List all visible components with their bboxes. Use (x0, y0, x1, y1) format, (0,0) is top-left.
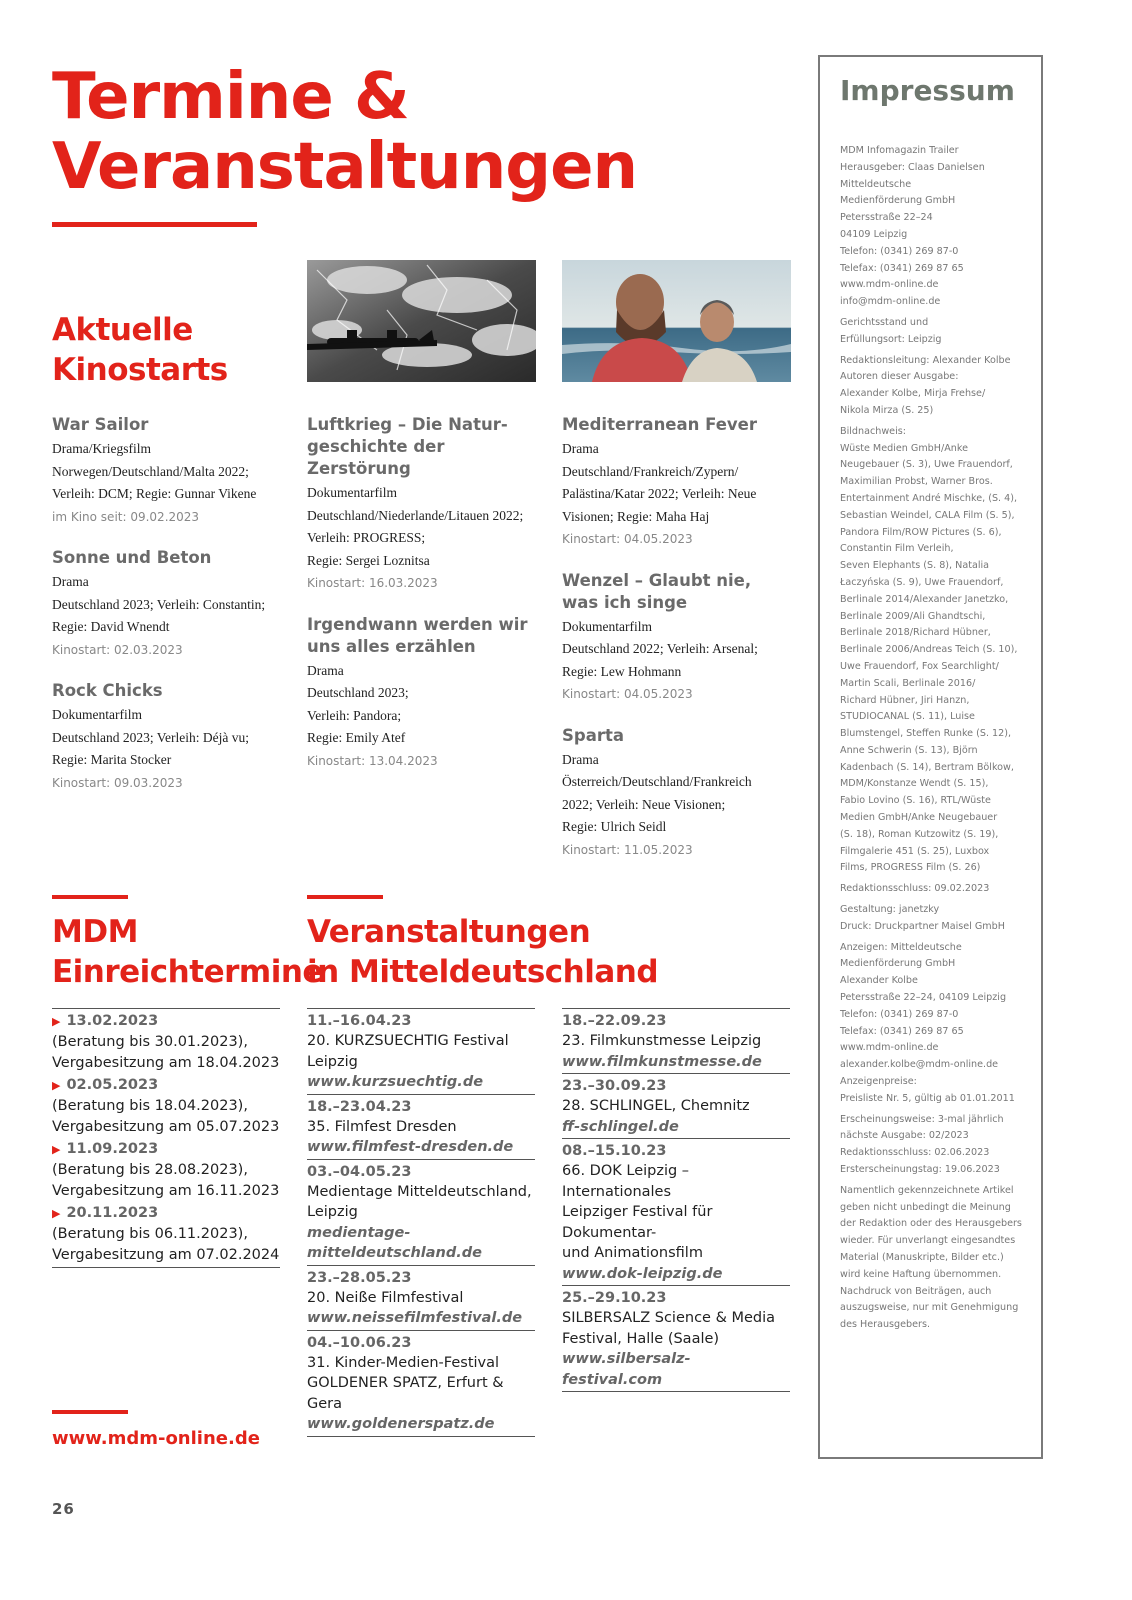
impressum-line: Constantin Film Verleih, (840, 543, 954, 555)
impressum-line: Preisliste Nr. 5, gültig ab 01.01.2011 (840, 1092, 1015, 1104)
impressum-line: Redaktionsschluss: 02.06.2023 (840, 1147, 990, 1159)
impressum-line: Wüste Medien GmbH/Anke (840, 442, 968, 454)
impressum-line: Richard Hübner, Jiri Hanzn, (840, 694, 970, 706)
page-title-line: Termine & (52, 60, 409, 134)
event-name: 28. SCHLINGEL, Chemnitz (562, 1098, 750, 1114)
event-name: Leipziger Festival für Dokumentar- (562, 1204, 713, 1241)
event-link[interactable]: www.neissefilmfestival.de (307, 1310, 523, 1326)
film-genre: Drama/Kriegsfilm (52, 441, 151, 456)
heading-line: Kinostarts (52, 352, 228, 388)
film-info: Verleih: DCM; Regie: Gunnar Vikene (52, 486, 257, 501)
list-item (562, 1286, 790, 1392)
list-item (562, 1074, 790, 1139)
impressum-line: Nikola Mirza (S. 25) (840, 404, 934, 416)
film-start: Kinostart: 02.03.2023 (52, 642, 183, 657)
heading-line: Veranstaltungen (307, 914, 591, 950)
film-info: Verleih: PROGRESS; (307, 530, 426, 545)
deadline-date: 02.05.2023 (66, 1077, 159, 1093)
impressum-line: Filmgalerie 451 (S. 25), Luxbox (840, 845, 990, 857)
film-start: Kinostart: 16.03.2023 (307, 576, 438, 590)
impressum-line: Films, PROGRESS Film (S. 26) (840, 862, 981, 874)
film-info: Regie: Marita Stocker (52, 752, 172, 767)
film-info: Palästina/Katar 2022; Verleih: Neue (562, 486, 757, 501)
heading-line: Einreichtermine (52, 954, 323, 990)
list-item (562, 1009, 790, 1074)
impressum-line: 04109 Leipzig (840, 228, 908, 240)
impressum-line: Ersterscheinungstag: 19.06.2023 (840, 1164, 1000, 1176)
film-genre: Dokumentarfilm (562, 618, 652, 634)
film-genre: Dokumentarfilm (52, 707, 142, 722)
impressum-line: Petersstraße 22–24, 04109 Leipzig (840, 992, 1007, 1004)
section-heading-events (307, 912, 658, 992)
mdm-deadline-list (52, 1008, 280, 1268)
film-title: Wenzel – Glaubt nie, was ich singe (562, 570, 752, 612)
film-genre: Drama (52, 574, 89, 589)
film-title: Irgendwann werden wir uns alles erzählen (307, 614, 528, 656)
film-info: Regie: David Wnendt (52, 619, 170, 634)
impressum-line: Telefax: (0341) 269 87 65 (840, 262, 964, 274)
deadline-text: (Beratung bis 06.11.2023), (52, 1226, 248, 1242)
deadline-text: (Beratung bis 28.08.2023), (52, 1162, 248, 1178)
impressum-line: Alexander Kolbe, Mirja Frehse/ (840, 388, 986, 400)
film-info: Norwegen/Deutschland/Malta 2022; (52, 463, 249, 479)
film-entry (562, 570, 802, 706)
list-item (52, 1137, 280, 1201)
impressum-line: Berlinale 2014/Alexander Janetzko, (840, 593, 1009, 605)
impressum-block (840, 424, 1023, 878)
impressum-line: (S. 18), Roman Kutzowitz (S. 19), (840, 828, 999, 840)
film-info: Regie: Emily Atef (307, 730, 406, 745)
impressum-line: Telefax: (0341) 269 87 65 (840, 1025, 964, 1037)
event-name: und Animationsfilm (562, 1245, 703, 1261)
film-info: Deutschland 2023; Verleih: Déjà vu; (52, 729, 249, 745)
film-title: Rock Chicks (52, 681, 163, 700)
impressum-line: Erfüllungsort: Leipzig (840, 333, 942, 345)
impressum-line: Medienförderung GmbH (840, 958, 956, 970)
impressum-title: Impressum (840, 74, 1015, 107)
event-date: 03.–04.05.23 (307, 1163, 412, 1180)
impressum-line: Fabio Lovino (S. 16), RTL/Wüste (840, 795, 991, 807)
film-genre: Drama (562, 751, 599, 767)
impressum-line: Anne Schwerin (S. 13), Björn (840, 744, 978, 756)
film-column-2 (307, 414, 547, 791)
deadline-text: Vergabesitzung am 16.11.2023 (52, 1182, 280, 1199)
deadline-date: 13.02.2023 (66, 1013, 159, 1029)
event-name: 20. KURZSUECHTIG Festival (307, 1033, 509, 1049)
section-rule (52, 895, 128, 899)
impressum-line: Gestaltung: janetzky (840, 904, 940, 916)
page-title-line: Veranstaltungen (52, 130, 638, 204)
film-still-mediterranean (562, 260, 791, 382)
film-info: Deutschland 2022; Verleih: Arsenal; (562, 641, 758, 656)
section-rule (307, 895, 383, 899)
event-link[interactable]: www.filmkunstmesse.de (562, 1053, 762, 1070)
impressum-line: MDM/Konstanze Wendt (S. 15), (840, 778, 989, 790)
event-link[interactable]: www.goldenerspatz.de (307, 1416, 495, 1432)
event-name: 23. Filmkunstmesse Leipzig (562, 1033, 762, 1049)
impressum-line: alexander.kolbe@mdm-online.de (840, 1059, 999, 1071)
deadline-text: Vergabesitzung am 07.02.2024 (52, 1246, 280, 1263)
impressum-line: Berlinale 2018/Richard Hübner, (840, 627, 991, 639)
list-item (52, 1201, 280, 1268)
impressum-line: Kadenbach (S. 14), Bertram Bölkow, (840, 761, 1014, 773)
impressum-line: Berlinale 2009/Ali Ghandtschi, (840, 610, 986, 622)
film-column-1 (52, 414, 292, 813)
impressum-line: des Herausgebers. (840, 1319, 931, 1331)
impressum-box (818, 55, 1043, 1459)
film-genre: Drama (562, 441, 599, 456)
impressum-line: Seven Elephants (S. 8), Natalia (840, 560, 990, 572)
impressum-line: Bildnachweis: (840, 425, 906, 437)
impressum-line: Alexander Kolbe (840, 975, 918, 987)
film-genre: Drama (307, 662, 344, 678)
impressum-line: Gerichtsstand und (840, 316, 929, 328)
film-info: Österreich/Deutschland/Frankreich (562, 774, 752, 789)
impressum-line: Petersstraße 22–24 (840, 212, 933, 224)
footer-website-link[interactable]: www.mdm-online.de (52, 1428, 260, 1449)
arrow-right-icon: ▶ (52, 1207, 61, 1220)
section-heading-kinostarts (52, 310, 228, 390)
event-link[interactable]: www.filmfest-dresden.de (307, 1139, 514, 1155)
film-still-luftkrieg (307, 260, 536, 382)
deadline-date: 11.09.2023 (66, 1141, 159, 1157)
impressum-line: Pandora Film/ROW Pictures (S. 6), (840, 526, 1002, 538)
page-number: 26 (52, 1500, 75, 1518)
event-date: 25.–29.10.23 (562, 1290, 667, 1306)
impressum-line: Medien GmbH/Anke Neugebauer (840, 812, 998, 824)
film-info: Regie: Ulrich Seidl (562, 819, 667, 834)
event-date: 18.–23.04.23 (307, 1098, 412, 1115)
film-start: Kinostart: 11.05.2023 (562, 842, 693, 857)
impressum-line: Material (Manuskripte, Bilder etc.) (840, 1252, 1004, 1263)
heading-line: in Mitteldeutschland (307, 954, 659, 990)
film-start: Kinostart: 13.04.2023 (307, 753, 438, 768)
film-title: War Sailor (52, 415, 149, 434)
impressum-line: Sebastian Weindel, CALA Film (S. 5), (840, 509, 1015, 521)
event-date: 11.–16.04.23 (307, 1013, 412, 1029)
film-info: Regie: Lew Hohmann (562, 663, 682, 679)
film-info: Deutschland 2023; Verleih: Constantin; (52, 596, 266, 612)
impressum-line: Uwe Frauendorf, Fox Searchlight/ (840, 660, 999, 672)
film-entry (307, 414, 547, 595)
film-entry (562, 725, 802, 862)
list-item (307, 1331, 535, 1437)
impressum-line: Blumstengel, Steffen Runke (S. 12), (840, 728, 1012, 740)
impressum-block (840, 353, 1023, 420)
event-name: 66. DOK Leipzig – Internationales (562, 1163, 690, 1200)
film-info: Deutschland/Frankreich/Zypern/ (562, 463, 739, 479)
event-date: 23.–30.09.23 (562, 1078, 667, 1094)
event-list-1 (307, 1008, 535, 1437)
event-name: Leipzig (307, 1204, 358, 1220)
event-link[interactable]: medientage-mitteldeutschland.de (307, 1224, 482, 1261)
impressum-block (840, 143, 1023, 311)
impressum-line: Namentlich gekennzeichnete Artikel (840, 1184, 1014, 1196)
film-info: Deutschland/Niederlande/Litauen 2022; (307, 507, 524, 523)
film-entry (562, 414, 802, 551)
arrow-right-icon: ▶ (52, 1079, 61, 1092)
event-link[interactable]: www.kurzsuechtig.de (307, 1074, 484, 1090)
list-item (307, 1009, 535, 1095)
film-genre: Dokumentarfilm (307, 485, 397, 500)
film-entry (52, 547, 292, 661)
impressum-line: Maximilian Probst, Warner Bros. (840, 476, 993, 488)
film-column-3 (562, 414, 802, 880)
event-name: Medientage Mitteldeutschland, (307, 1183, 532, 1200)
impressum-line: Łaczyńska (S. 9), Uwe Frauendorf, (840, 576, 1004, 588)
event-date: 08.–15.10.23 (562, 1143, 667, 1159)
impressum-block (840, 315, 1023, 349)
event-link[interactable]: www.silbersalz-festival.com (562, 1351, 691, 1388)
impressum-block (840, 1112, 1023, 1179)
film-entry (307, 614, 547, 773)
event-name: SILBERSALZ Science & Media (562, 1310, 776, 1326)
event-link[interactable]: www.dok-leipzig.de (562, 1265, 723, 1282)
impressum-line: www.mdm-online.de (840, 279, 939, 291)
impressum-block (840, 902, 1023, 936)
impressum-line: der Redaktion oder des Herausgebers (840, 1218, 1022, 1230)
impressum-line: Mitteldeutsche (840, 178, 912, 190)
impressum-line: Nachdruck von Beiträgen, auch (840, 1285, 992, 1297)
title-rule (52, 222, 257, 227)
impressum-line: Redaktionsleitung: Alexander Kolbe (840, 354, 1011, 366)
deadline-text: (Beratung bis 18.04.2023), (52, 1098, 248, 1114)
impressum-line: Druck: Druckpartner Maisel GmbH (840, 920, 1005, 932)
event-link[interactable]: ff-schlingel.de (562, 1118, 679, 1135)
deadline-text: (Beratung bis 30.01.2023), (52, 1034, 248, 1050)
impressum-line: MDM Infomagazin Trailer (840, 145, 959, 156)
impressum-line: Anzeigenpreise: (840, 1076, 917, 1088)
list-item (52, 1009, 280, 1073)
impressum-content (840, 143, 1023, 1334)
film-info: Visionen; Regie: Maha Haj (562, 508, 710, 524)
film-title: Sparta (562, 725, 624, 745)
list-item (307, 1095, 535, 1160)
deadline-text: Vergabesitzung am 05.07.2023 (52, 1118, 280, 1135)
impressum-line: nächste Ausgabe: 02/2023 (840, 1130, 969, 1142)
list-item (307, 1266, 535, 1331)
film-start: Kinostart: 04.05.2023 (562, 532, 693, 546)
deadline-date: 20.11.2023 (66, 1205, 159, 1221)
event-name: Festival, Halle (Saale) (562, 1330, 720, 1347)
list-item (562, 1139, 790, 1286)
impressum-line: wieder. Für unverlangt eingesandtes (840, 1235, 1016, 1247)
impressum-line: Berlinale 2006/Andreas Teich (S. 10), (840, 644, 1018, 656)
footer-rule (52, 1410, 128, 1414)
impressum-line: Entertainment André Mischke, (S. 4), (840, 492, 1018, 504)
event-name: GOLDENER SPATZ, Erfurt & Gera (307, 1375, 504, 1412)
impressum-block (840, 940, 1023, 1108)
section-heading-mdm (52, 912, 323, 992)
event-date: 04.–10.06.23 (307, 1334, 412, 1351)
page-title (52, 62, 637, 202)
impressum-line: info@mdm-online.de (840, 296, 941, 308)
impressum-line: geben nicht unbedingt die Meinung (840, 1201, 1011, 1213)
film-info: Deutschland 2023; (307, 685, 409, 700)
event-name: 31. Kinder-Medien-Festival (307, 1354, 500, 1371)
film-entry (52, 414, 292, 528)
film-info: Verleih: Pandora; (307, 707, 402, 723)
film-info: Regie: Sergei Loznitsa (307, 552, 430, 568)
impressum-line: Telefon: (0341) 269 87-0 (840, 245, 959, 257)
impressum-line: Autoren dieser Ausgabe: (840, 371, 959, 383)
film-start: Kinostart: 09.03.2023 (52, 775, 183, 790)
event-list-2 (562, 1008, 790, 1392)
film-entry (52, 680, 292, 794)
impressum-line: Medienförderung GmbH (840, 195, 956, 207)
event-name: 35. Filmfest Dresden (307, 1118, 457, 1135)
film-info: 2022; Verleih: Neue Visionen; (562, 796, 726, 812)
film-title: Mediterranean Fever (562, 415, 758, 434)
impressum-line: Anzeigen: Mitteldeutsche (840, 941, 962, 953)
heading-line: MDM (52, 914, 138, 950)
impressum-line: Neugebauer (S. 3), Uwe Frauendorf, (840, 459, 1013, 471)
impressum-block (840, 1183, 1023, 1334)
deadline-text: Vergabesitzung am 18.04.2023 (52, 1054, 280, 1071)
event-name: Leipzig (307, 1053, 358, 1070)
impressum-line: wird keine Haftung übernommen. (840, 1268, 1002, 1280)
arrow-right-icon: ▶ (52, 1143, 61, 1156)
impressum-line: Redaktionsschluss: 09.02.2023 (840, 883, 990, 895)
list-item (307, 1160, 535, 1266)
event-name: 20. Neiße Filmfestival (307, 1289, 464, 1306)
event-date: 18.–22.09.23 (562, 1013, 667, 1029)
film-start: Kinostart: 04.05.2023 (562, 687, 693, 701)
film-start: im Kino seit: 09.02.2023 (52, 509, 200, 524)
film-title: Luftkrieg – Die Natur- geschichte der Zerstörung (307, 415, 508, 478)
impressum-line: auszugsweise, nur mit Genehmigung (840, 1302, 1019, 1314)
impressum-line: Martin Scali, Berlinale 2016/ (840, 677, 976, 689)
list-item (52, 1073, 280, 1137)
impressum-block (840, 881, 1023, 898)
impressum-line: Erscheinungsweise: 3-mal jährlich (840, 1113, 1004, 1125)
event-date: 23.–28.05.23 (307, 1269, 412, 1286)
heading-line: Aktuelle (52, 312, 193, 348)
film-title: Sonne und Beton (52, 548, 212, 567)
impressum-line: www.mdm-online.de (840, 1042, 939, 1054)
impressum-line: STUDIOCANAL (S. 11), Luise (840, 711, 975, 723)
arrow-right-icon: ▶ (52, 1015, 61, 1028)
impressum-line: Herausgeber: Claas Danielsen (840, 161, 985, 173)
impressum-line: Telefon: (0341) 269 87-0 (840, 1008, 959, 1020)
